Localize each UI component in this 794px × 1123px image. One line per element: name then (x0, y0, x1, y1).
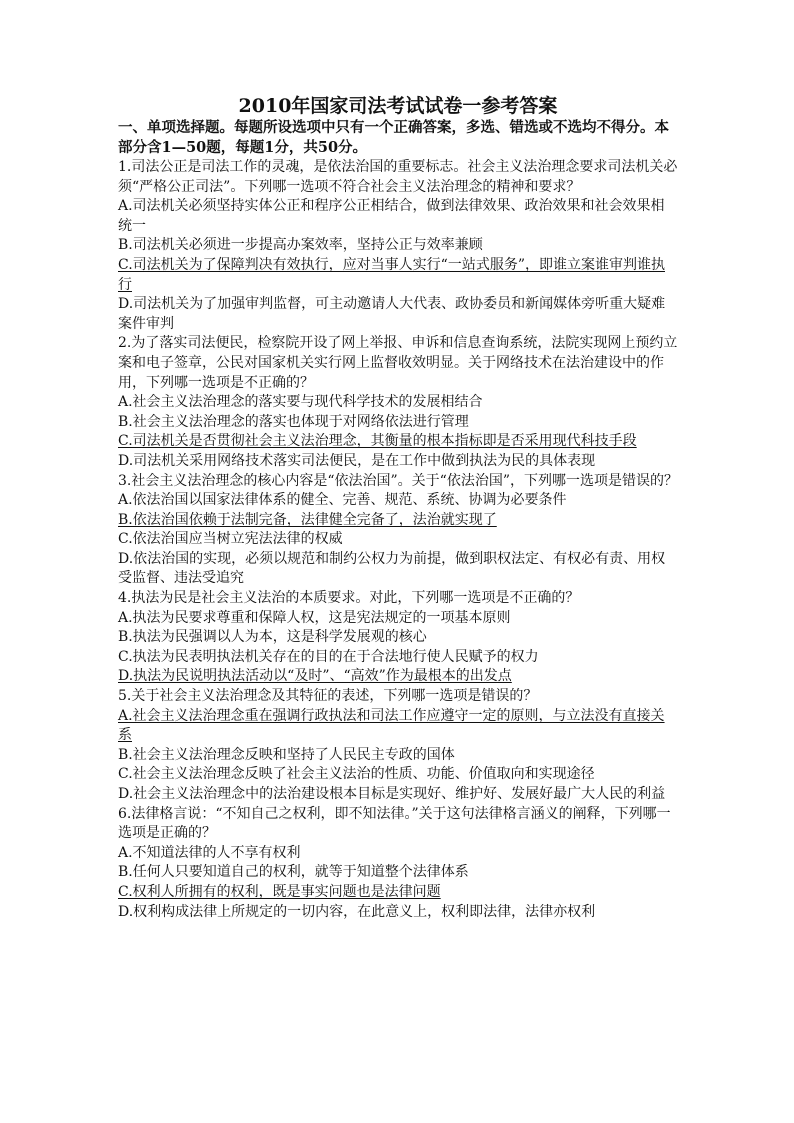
question-stem: 4.执法为民是社会主义法治的本质要求。对此，下列哪一选项是不正确的？ (118, 590, 580, 607)
section-heading: 一、单项选择题。每题所设选项中只有一个正确答案，多选、错选或不选均不得分。本部分含1—50题，每题1分，共50分。 (118, 119, 669, 156)
answer-option: D.权利构成法律上所规定的一切内容，在此意义上，权利即法律，法律亦权利 (118, 903, 596, 920)
document-page (118, 95, 678, 922)
correct-answer-option: C.司法机关为了保障判决有效执行，应对当事人实行“一站式服务”，即谁立案谁审判谁执行 (118, 256, 665, 293)
answer-option: A.不知道法律的人不享有权利 (118, 844, 301, 861)
answer-option: B.执法为民强调以人为本，这是科学发展观的核心 (118, 629, 427, 646)
question-stem: 6.法律格言说：“不知自己之权利，即不知法律。”关于这句法律格言涵义的阐释，下列哪一选项是正确的？ (118, 805, 671, 842)
answer-option: C.依法治国应当树立宪法法律的权威 (118, 531, 343, 548)
answer-option: A.社会主义法治理念的落实要与现代科学技术的发展相结合 (118, 394, 483, 411)
question-stem: 3.社会主义法治理念的核心内容是“依法治国”。关于“依法治国”，下列哪一选项是错误的？ (118, 472, 678, 489)
answer-option: C.社会主义法治理念反映了社会主义法治的性质、功能、价值取向和实现途径 (118, 766, 595, 783)
question-stem: 5.关于社会主义法治理念及其特征的表述，下列哪一选项是错误的？ (118, 688, 538, 705)
correct-answer-option: B.依法治国依赖于法制完备，法律健全完备了，法治就实现了 (118, 511, 497, 528)
answer-option: A.依法治国以国家法律体系的健全、完善、规范、系统、协调为必要条件 (118, 492, 567, 509)
answer-option: D.司法机关为了加强审判监督，可主动邀请人大代表、政协委员和新闻媒体旁听重大疑难案件审判 (118, 296, 666, 332)
correct-answer-option: C.权利人所拥有的权利，既是事实问题也是法律问题 (118, 883, 441, 900)
answer-option: B.社会主义法治理念反映和坚持了人民民主专政的国体 (118, 746, 455, 763)
correct-answer-option: A.社会主义法治理念重在强调行政执法和司法工作应遵守一定的原则，与立法没有直接关系 (118, 707, 665, 744)
question-stem: 2.为了落实司法便民，检察院开设了网上举报、申诉和信息查询系统，法院实现网上预约立案和电子签章，公民对国家机关实行网上监督收效明显。关于网络技术在法治建设中的作用，下列哪一选项是不正确的？ (118, 335, 678, 391)
document-title: 2010年国家司法考试试卷一参考答案 (238, 95, 558, 117)
answer-option: B.任何人只要知道自己的权利，就等于知道整个法律体系 (118, 864, 469, 881)
correct-answer-option: D.执法为民说明执法活动以“及时”、“高效”作为最根本的出发点 (118, 668, 512, 685)
answer-option: B.司法机关必须进一步提高办案效率，坚持公正与效率兼顾 (118, 237, 483, 254)
answer-option: A.司法机关必须坚持实体公正和程序公正相结合，做到法律效果、政治效果和社会效果相统一 (118, 198, 665, 234)
answer-option: D.社会主义法治理念中的法治建设根本目标是实现好、维护好、发展好最广大人民的利益 (118, 786, 666, 802)
correct-answer-option: C.司法机关是否贯彻社会主义法治理念，其衡量的根本指标即是否采用现代科技手段 (118, 433, 637, 450)
answer-option: B.社会主义法治理念的落实也体现于对网络依法进行管理 (118, 413, 469, 430)
answer-option: A.执法为民要求尊重和保障人权，这是宪法规定的一项基本原则 (118, 609, 511, 626)
question-list (118, 158, 678, 922)
question-stem: 1.司法公正是司法工作的灵魂，是依法治国的重要标志。社会主义法治理念要求司法机关必须“严格公正司法”。下列哪一选项不符合社会主义法治理念的精神和要求？ (118, 159, 678, 195)
answer-option: C.执法为民表明执法机关存在的目的在于合法地行使人民赋予的权力 (118, 648, 539, 665)
answer-option: D.司法机关采用网络技术落实司法便民，是在工作中做到执法为民的具体表现 (118, 452, 596, 469)
answer-option: D.依法治国的实现，必须以规范和制约公权力为前提，做到职权法定、有权必有责、用权受监督、违法受追究 (118, 550, 666, 587)
